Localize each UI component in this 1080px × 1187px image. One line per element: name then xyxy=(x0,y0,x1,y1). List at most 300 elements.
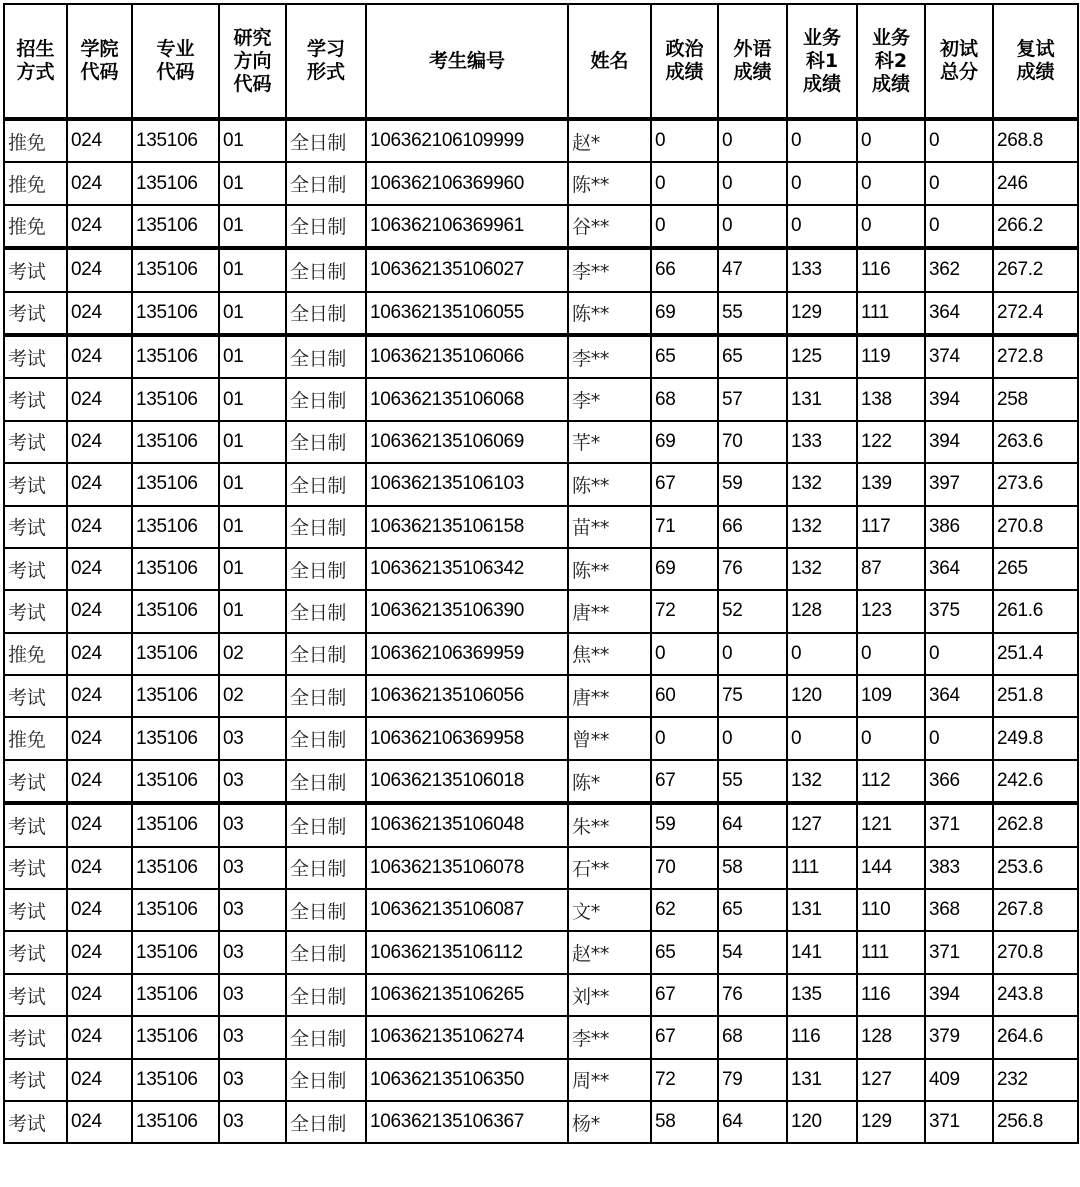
cell-college-code: 024 xyxy=(67,378,132,420)
cell-college-code: 024 xyxy=(67,205,132,248)
header-major-code: 专业 代码 xyxy=(132,4,219,119)
cell-admission-type: 考试 xyxy=(4,335,67,378)
cell-prelim-total: 383 xyxy=(925,847,993,889)
cell-college-code: 024 xyxy=(67,931,132,973)
cell-foreign-language-score: 68 xyxy=(718,1016,787,1058)
cell-politics-score: 70 xyxy=(651,847,718,889)
cell-subject1-score: 131 xyxy=(787,378,857,420)
cell-candidate-id: 106362135106018 xyxy=(366,760,568,803)
cell-retest-score: 266.2 xyxy=(993,205,1078,248)
cell-prelim-total: 0 xyxy=(925,205,993,248)
table-row xyxy=(4,205,1078,248)
cell-research-direction-code: 03 xyxy=(219,931,286,973)
cell-foreign-language-score: 55 xyxy=(718,292,787,335)
cell-admission-type: 推免 xyxy=(4,633,67,675)
cell-subject2-score: 117 xyxy=(857,506,925,548)
cell-major-code: 135106 xyxy=(132,248,219,291)
cell-name: 李** xyxy=(568,335,651,378)
cell-subject2-score: 0 xyxy=(857,717,925,759)
cell-prelim-total: 0 xyxy=(925,633,993,675)
cell-college-code: 024 xyxy=(67,292,132,335)
cell-foreign-language-score: 65 xyxy=(718,889,787,931)
cell-name: 谷** xyxy=(568,205,651,248)
cell-research-direction-code: 01 xyxy=(219,119,286,162)
cell-foreign-language-score: 65 xyxy=(718,335,787,378)
cell-foreign-language-score: 64 xyxy=(718,803,787,846)
table-row xyxy=(4,119,1078,162)
cell-retest-score: 272.8 xyxy=(993,335,1078,378)
cell-retest-score: 232 xyxy=(993,1059,1078,1101)
cell-subject1-score: 120 xyxy=(787,1101,857,1143)
cell-politics-score: 69 xyxy=(651,292,718,335)
cell-admission-type: 考试 xyxy=(4,548,67,590)
cell-prelim-total: 379 xyxy=(925,1016,993,1058)
cell-research-direction-code: 01 xyxy=(219,205,286,248)
cell-admission-type: 考试 xyxy=(4,675,67,717)
cell-candidate-id: 106362106369959 xyxy=(366,633,568,675)
table-row xyxy=(4,506,1078,548)
cell-prelim-total: 375 xyxy=(925,590,993,632)
cell-study-mode: 全日制 xyxy=(286,292,366,335)
cell-prelim-total: 366 xyxy=(925,760,993,803)
cell-politics-score: 72 xyxy=(651,1059,718,1101)
header-row xyxy=(4,4,1078,119)
header-college-code: 学院 代码 xyxy=(67,4,132,119)
cell-college-code: 024 xyxy=(67,1016,132,1058)
cell-subject1-score: 131 xyxy=(787,889,857,931)
header-subject1-score: 业务 科1 成绩 xyxy=(787,4,857,119)
cell-name: 李* xyxy=(568,378,651,420)
cell-name: 陈** xyxy=(568,162,651,204)
cell-college-code: 024 xyxy=(67,119,132,162)
cell-subject2-score: 122 xyxy=(857,421,925,463)
cell-prelim-total: 0 xyxy=(925,717,993,759)
cell-major-code: 135106 xyxy=(132,931,219,973)
cell-subject1-score: 132 xyxy=(787,760,857,803)
cell-college-code: 024 xyxy=(67,1059,132,1101)
cell-politics-score: 58 xyxy=(651,1101,718,1143)
cell-retest-score: 246 xyxy=(993,162,1078,204)
cell-admission-type: 考试 xyxy=(4,292,67,335)
cell-prelim-total: 371 xyxy=(925,931,993,973)
cell-foreign-language-score: 55 xyxy=(718,760,787,803)
cell-subject1-score: 133 xyxy=(787,248,857,291)
cell-major-code: 135106 xyxy=(132,205,219,248)
cell-subject1-score: 0 xyxy=(787,162,857,204)
header-retest-score: 复试 成绩 xyxy=(993,4,1078,119)
cell-politics-score: 0 xyxy=(651,633,718,675)
cell-candidate-id: 106362135106350 xyxy=(366,1059,568,1101)
cell-name: 文* xyxy=(568,889,651,931)
cell-study-mode: 全日制 xyxy=(286,1016,366,1058)
cell-admission-type: 推免 xyxy=(4,162,67,204)
table-row xyxy=(4,889,1078,931)
cell-admission-type: 推免 xyxy=(4,717,67,759)
cell-subject1-score: 116 xyxy=(787,1016,857,1058)
cell-admission-type: 考试 xyxy=(4,1016,67,1058)
cell-subject2-score: 116 xyxy=(857,248,925,291)
cell-politics-score: 62 xyxy=(651,889,718,931)
cell-prelim-total: 364 xyxy=(925,292,993,335)
cell-politics-score: 67 xyxy=(651,974,718,1016)
cell-research-direction-code: 01 xyxy=(219,463,286,505)
cell-politics-score: 71 xyxy=(651,506,718,548)
cell-prelim-total: 397 xyxy=(925,463,993,505)
cell-subject2-score: 0 xyxy=(857,633,925,675)
cell-prelim-total: 371 xyxy=(925,1101,993,1143)
cell-study-mode: 全日制 xyxy=(286,1101,366,1143)
cell-research-direction-code: 02 xyxy=(219,633,286,675)
table-row xyxy=(4,1059,1078,1101)
cell-candidate-id: 106362135106066 xyxy=(366,335,568,378)
cell-foreign-language-score: 70 xyxy=(718,421,787,463)
cell-politics-score: 69 xyxy=(651,548,718,590)
cell-college-code: 024 xyxy=(67,335,132,378)
cell-name: 朱** xyxy=(568,803,651,846)
cell-major-code: 135106 xyxy=(132,1059,219,1101)
cell-retest-score: 272.4 xyxy=(993,292,1078,335)
cell-research-direction-code: 01 xyxy=(219,506,286,548)
cell-name: 陈** xyxy=(568,463,651,505)
cell-prelim-total: 364 xyxy=(925,548,993,590)
cell-major-code: 135106 xyxy=(132,292,219,335)
cell-college-code: 024 xyxy=(67,590,132,632)
table-row xyxy=(4,335,1078,378)
cell-name: 陈** xyxy=(568,292,651,335)
cell-college-code: 024 xyxy=(67,889,132,931)
cell-study-mode: 全日制 xyxy=(286,205,366,248)
table-row xyxy=(4,378,1078,420)
cell-candidate-id: 106362135106265 xyxy=(366,974,568,1016)
cell-admission-type: 考试 xyxy=(4,760,67,803)
cell-subject1-score: 120 xyxy=(787,675,857,717)
cell-major-code: 135106 xyxy=(132,760,219,803)
cell-foreign-language-score: 76 xyxy=(718,548,787,590)
cell-prelim-total: 409 xyxy=(925,1059,993,1101)
cell-major-code: 135106 xyxy=(132,847,219,889)
cell-politics-score: 59 xyxy=(651,803,718,846)
cell-subject1-score: 125 xyxy=(787,335,857,378)
cell-study-mode: 全日制 xyxy=(286,931,366,973)
cell-prelim-total: 394 xyxy=(925,421,993,463)
cell-name: 杨* xyxy=(568,1101,651,1143)
cell-name: 唐** xyxy=(568,675,651,717)
cell-college-code: 024 xyxy=(67,1101,132,1143)
cell-name: 苗** xyxy=(568,506,651,548)
cell-admission-type: 考试 xyxy=(4,847,67,889)
cell-research-direction-code: 02 xyxy=(219,675,286,717)
cell-admission-type: 考试 xyxy=(4,803,67,846)
cell-subject2-score: 111 xyxy=(857,292,925,335)
cell-subject1-score: 132 xyxy=(787,463,857,505)
cell-research-direction-code: 01 xyxy=(219,378,286,420)
cell-study-mode: 全日制 xyxy=(286,463,366,505)
table-row xyxy=(4,162,1078,204)
cell-college-code: 024 xyxy=(67,248,132,291)
cell-college-code: 024 xyxy=(67,633,132,675)
table-row xyxy=(4,1101,1078,1143)
cell-research-direction-code: 03 xyxy=(219,889,286,931)
cell-subject2-score: 144 xyxy=(857,847,925,889)
cell-major-code: 135106 xyxy=(132,378,219,420)
cell-retest-score: 264.6 xyxy=(993,1016,1078,1058)
cell-study-mode: 全日制 xyxy=(286,974,366,1016)
cell-subject2-score: 0 xyxy=(857,119,925,162)
cell-name: 唐** xyxy=(568,590,651,632)
cell-foreign-language-score: 0 xyxy=(718,119,787,162)
cell-subject2-score: 116 xyxy=(857,974,925,1016)
cell-subject2-score: 129 xyxy=(857,1101,925,1143)
cell-candidate-id: 106362135106158 xyxy=(366,506,568,548)
cell-college-code: 024 xyxy=(67,675,132,717)
cell-politics-score: 68 xyxy=(651,378,718,420)
cell-study-mode: 全日制 xyxy=(286,675,366,717)
cell-admission-type: 推免 xyxy=(4,205,67,248)
cell-prelim-total: 394 xyxy=(925,378,993,420)
cell-name: 陈* xyxy=(568,760,651,803)
cell-candidate-id: 106362135106112 xyxy=(366,931,568,973)
header-foreign-language-score: 外语 成绩 xyxy=(718,4,787,119)
cell-foreign-language-score: 0 xyxy=(718,717,787,759)
cell-politics-score: 0 xyxy=(651,717,718,759)
cell-research-direction-code: 01 xyxy=(219,248,286,291)
cell-research-direction-code: 03 xyxy=(219,1101,286,1143)
cell-college-code: 024 xyxy=(67,974,132,1016)
cell-candidate-id: 106362135106078 xyxy=(366,847,568,889)
cell-research-direction-code: 03 xyxy=(219,1016,286,1058)
cell-research-direction-code: 03 xyxy=(219,803,286,846)
cell-foreign-language-score: 79 xyxy=(718,1059,787,1101)
cell-name: 李** xyxy=(568,1016,651,1058)
cell-study-mode: 全日制 xyxy=(286,633,366,675)
table-row xyxy=(4,248,1078,291)
cell-subject2-score: 112 xyxy=(857,760,925,803)
cell-name: 李** xyxy=(568,248,651,291)
cell-subject1-score: 0 xyxy=(787,633,857,675)
cell-politics-score: 67 xyxy=(651,463,718,505)
cell-subject2-score: 0 xyxy=(857,162,925,204)
table-row xyxy=(4,463,1078,505)
cell-retest-score: 267.2 xyxy=(993,248,1078,291)
cell-foreign-language-score: 66 xyxy=(718,506,787,548)
cell-major-code: 135106 xyxy=(132,633,219,675)
cell-major-code: 135106 xyxy=(132,717,219,759)
cell-prelim-total: 394 xyxy=(925,974,993,1016)
header-candidate-id: 考生编号 xyxy=(366,4,568,119)
cell-foreign-language-score: 0 xyxy=(718,205,787,248)
cell-prelim-total: 368 xyxy=(925,889,993,931)
cell-major-code: 135106 xyxy=(132,463,219,505)
cell-candidate-id: 106362135106367 xyxy=(366,1101,568,1143)
cell-name: 焦** xyxy=(568,633,651,675)
table-body xyxy=(4,119,1078,1143)
cell-major-code: 135106 xyxy=(132,548,219,590)
cell-retest-score: 262.8 xyxy=(993,803,1078,846)
cell-college-code: 024 xyxy=(67,463,132,505)
cell-prelim-total: 362 xyxy=(925,248,993,291)
cell-prelim-total: 386 xyxy=(925,506,993,548)
cell-foreign-language-score: 0 xyxy=(718,162,787,204)
cell-candidate-id: 106362135106103 xyxy=(366,463,568,505)
cell-college-code: 024 xyxy=(67,548,132,590)
cell-retest-score: 249.8 xyxy=(993,717,1078,759)
cell-college-code: 024 xyxy=(67,847,132,889)
cell-foreign-language-score: 52 xyxy=(718,590,787,632)
header-politics-score: 政治 成绩 xyxy=(651,4,718,119)
header-study-mode: 学习 形式 xyxy=(286,4,366,119)
cell-major-code: 135106 xyxy=(132,421,219,463)
cell-candidate-id: 106362135106068 xyxy=(366,378,568,420)
cell-politics-score: 60 xyxy=(651,675,718,717)
cell-subject1-score: 133 xyxy=(787,421,857,463)
cell-subject2-score: 127 xyxy=(857,1059,925,1101)
cell-politics-score: 66 xyxy=(651,248,718,291)
cell-admission-type: 考试 xyxy=(4,248,67,291)
cell-subject2-score: 138 xyxy=(857,378,925,420)
cell-subject1-score: 131 xyxy=(787,1059,857,1101)
cell-subject1-score: 132 xyxy=(787,506,857,548)
cell-candidate-id: 106362106109999 xyxy=(366,119,568,162)
header-subject2-score: 业务 科2 成绩 xyxy=(857,4,925,119)
cell-college-code: 024 xyxy=(67,162,132,204)
cell-subject2-score: 111 xyxy=(857,931,925,973)
cell-major-code: 135106 xyxy=(132,803,219,846)
cell-admission-type: 考试 xyxy=(4,889,67,931)
cell-study-mode: 全日制 xyxy=(286,119,366,162)
cell-name: 石** xyxy=(568,847,651,889)
cell-major-code: 135106 xyxy=(132,162,219,204)
cell-candidate-id: 106362135106390 xyxy=(366,590,568,632)
cell-foreign-language-score: 76 xyxy=(718,974,787,1016)
cell-name: 赵* xyxy=(568,119,651,162)
cell-retest-score: 251.8 xyxy=(993,675,1078,717)
cell-research-direction-code: 01 xyxy=(219,590,286,632)
cell-retest-score: 258 xyxy=(993,378,1078,420)
cell-candidate-id: 106362135106069 xyxy=(366,421,568,463)
cell-retest-score: 243.8 xyxy=(993,974,1078,1016)
table-row xyxy=(4,633,1078,675)
cell-study-mode: 全日制 xyxy=(286,335,366,378)
cell-prelim-total: 371 xyxy=(925,803,993,846)
cell-subject2-score: 87 xyxy=(857,548,925,590)
cell-retest-score: 273.6 xyxy=(993,463,1078,505)
cell-candidate-id: 106362135106342 xyxy=(366,548,568,590)
cell-study-mode: 全日制 xyxy=(286,421,366,463)
cell-candidate-id: 106362135106048 xyxy=(366,803,568,846)
header-name: 姓名 xyxy=(568,4,651,119)
cell-major-code: 135106 xyxy=(132,1016,219,1058)
cell-subject1-score: 111 xyxy=(787,847,857,889)
cell-foreign-language-score: 75 xyxy=(718,675,787,717)
table-row xyxy=(4,847,1078,889)
cell-major-code: 135106 xyxy=(132,889,219,931)
cell-retest-score: 267.8 xyxy=(993,889,1078,931)
cell-research-direction-code: 01 xyxy=(219,421,286,463)
cell-subject2-score: 109 xyxy=(857,675,925,717)
cell-admission-type: 考试 xyxy=(4,1101,67,1143)
cell-politics-score: 72 xyxy=(651,590,718,632)
cell-research-direction-code: 03 xyxy=(219,974,286,1016)
cell-name: 陈** xyxy=(568,548,651,590)
cell-study-mode: 全日制 xyxy=(286,378,366,420)
cell-retest-score: 251.4 xyxy=(993,633,1078,675)
table-row xyxy=(4,675,1078,717)
cell-name: 芊* xyxy=(568,421,651,463)
cell-major-code: 135106 xyxy=(132,1101,219,1143)
cell-major-code: 135106 xyxy=(132,590,219,632)
cell-research-direction-code: 03 xyxy=(219,760,286,803)
cell-admission-type: 考试 xyxy=(4,506,67,548)
cell-candidate-id: 106362135106027 xyxy=(366,248,568,291)
cell-major-code: 135106 xyxy=(132,974,219,1016)
cell-study-mode: 全日制 xyxy=(286,717,366,759)
cell-candidate-id: 106362135106274 xyxy=(366,1016,568,1058)
cell-research-direction-code: 03 xyxy=(219,847,286,889)
table-row xyxy=(4,717,1078,759)
cell-name: 曾** xyxy=(568,717,651,759)
cell-subject2-score: 110 xyxy=(857,889,925,931)
cell-politics-score: 65 xyxy=(651,931,718,973)
cell-foreign-language-score: 59 xyxy=(718,463,787,505)
cell-college-code: 024 xyxy=(67,421,132,463)
cell-study-mode: 全日制 xyxy=(286,1059,366,1101)
table-row xyxy=(4,590,1078,632)
cell-retest-score: 270.8 xyxy=(993,931,1078,973)
table-row xyxy=(4,931,1078,973)
cell-research-direction-code: 03 xyxy=(219,717,286,759)
table-row xyxy=(4,760,1078,803)
cell-study-mode: 全日制 xyxy=(286,803,366,846)
table-row xyxy=(4,974,1078,1016)
cell-subject2-score: 139 xyxy=(857,463,925,505)
table-row xyxy=(4,1016,1078,1058)
cell-subject2-score: 121 xyxy=(857,803,925,846)
cell-retest-score: 256.8 xyxy=(993,1101,1078,1143)
cell-study-mode: 全日制 xyxy=(286,760,366,803)
cell-study-mode: 全日制 xyxy=(286,162,366,204)
score-table xyxy=(3,3,1079,1144)
cell-subject1-score: 0 xyxy=(787,717,857,759)
cell-research-direction-code: 01 xyxy=(219,335,286,378)
cell-admission-type: 推免 xyxy=(4,119,67,162)
cell-retest-score: 270.8 xyxy=(993,506,1078,548)
cell-prelim-total: 374 xyxy=(925,335,993,378)
table-row xyxy=(4,548,1078,590)
cell-research-direction-code: 01 xyxy=(219,162,286,204)
cell-subject1-score: 132 xyxy=(787,548,857,590)
cell-major-code: 135106 xyxy=(132,335,219,378)
cell-study-mode: 全日制 xyxy=(286,548,366,590)
cell-subject1-score: 141 xyxy=(787,931,857,973)
cell-study-mode: 全日制 xyxy=(286,889,366,931)
cell-college-code: 024 xyxy=(67,506,132,548)
cell-study-mode: 全日制 xyxy=(286,506,366,548)
cell-candidate-id: 106362106369961 xyxy=(366,205,568,248)
table-row xyxy=(4,803,1078,846)
cell-candidate-id: 106362135106087 xyxy=(366,889,568,931)
cell-prelim-total: 0 xyxy=(925,119,993,162)
cell-subject2-score: 0 xyxy=(857,205,925,248)
cell-subject1-score: 129 xyxy=(787,292,857,335)
cell-college-code: 024 xyxy=(67,760,132,803)
cell-politics-score: 67 xyxy=(651,1016,718,1058)
cell-candidate-id: 106362135106056 xyxy=(366,675,568,717)
header-admission-type: 招生 方式 xyxy=(4,4,67,119)
cell-admission-type: 考试 xyxy=(4,590,67,632)
cell-admission-type: 考试 xyxy=(4,378,67,420)
cell-admission-type: 考试 xyxy=(4,421,67,463)
cell-major-code: 135106 xyxy=(132,119,219,162)
